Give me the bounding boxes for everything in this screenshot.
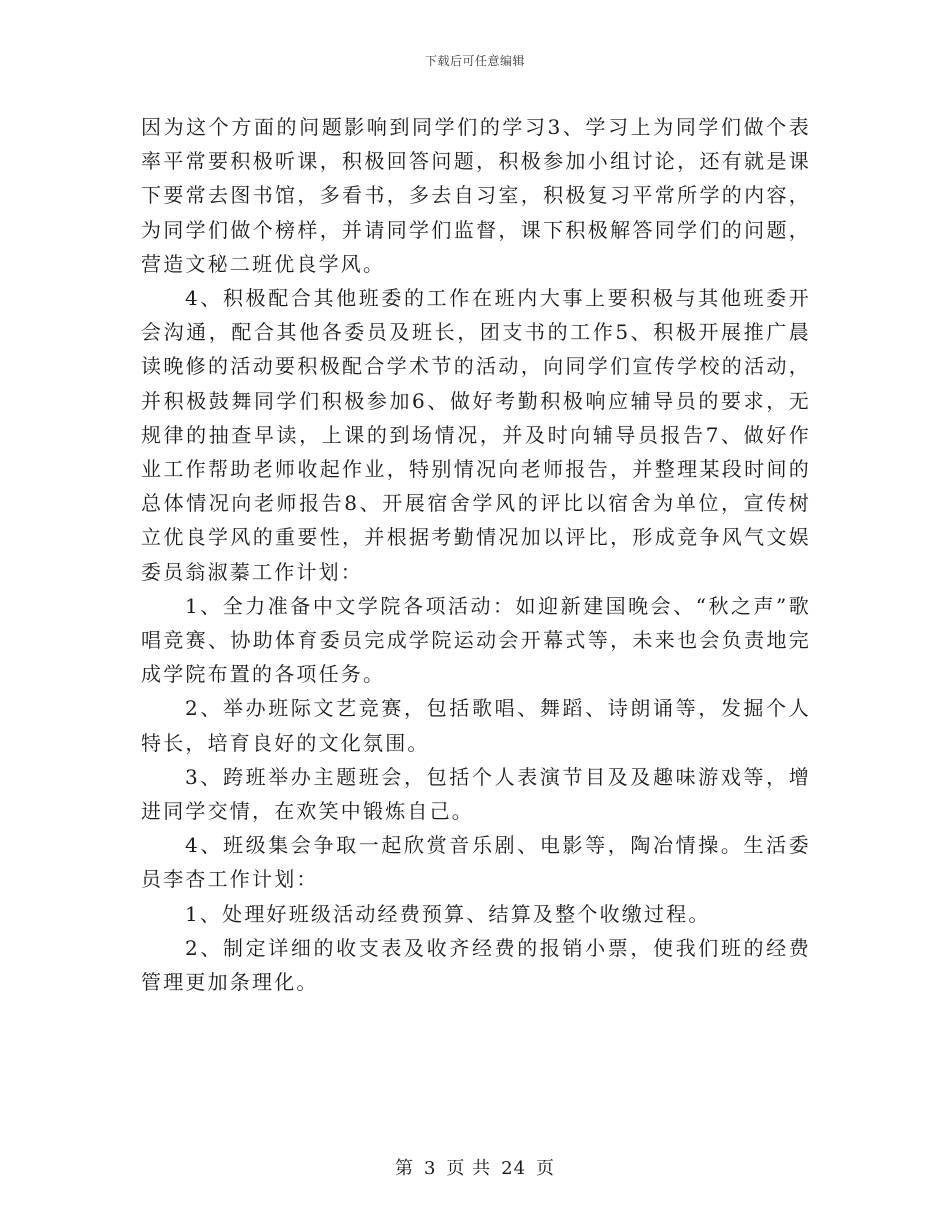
page-footer (0, 1154, 950, 1180)
paragraph-cooperation: 4、积极配合其他班委的工作在班内大事上要积极与其他班委开会沟通，配合其他各委员及班长，团支书的工作5、积极开展推广晨读晚修的活动要积极配合学术节的活动，向同学们宣传学校的活动，并积极鼓舞同学们积极参加6、做好考勤积极响应辅导员的要求，无规律的抽查早读，上课的到场情况，并及时向辅导员报告7、做好作业工作帮助老师收起作业，特别情况向老师报告，并整理某段时间的总体情况向老师报告8、开展宿舍学风的评比以宿舍为单位，宣传树立优良学风的重要性，并根据考勤情况加以评比，形成竞争风气文娱委员翁淑蓁工作计划： (141, 286, 811, 584)
paragraph-life-2: 2、制定详细的收支表及收齐经费的报销小票，使我们班的经费管理更加条理化。 (141, 935, 811, 995)
paragraph-arts-1: 1、全力准备中文学院各项活动：如迎新建国晚会、“秋之声”歌唱竞赛、协助体育委员完成学院运动会开幕式等，未来也会负责地完成学院布置的各项任务。 (141, 593, 811, 687)
footer-suffix: 页 (536, 1158, 556, 1179)
page-header: 下载后可任意编辑 (424, 54, 525, 68)
paragraph-life-1: 1、处理好班级活动经费预算、结算及整个收缴过程。 (185, 901, 711, 926)
page-number: 3 (423, 1158, 437, 1179)
footer-middle: 页 共 (446, 1158, 492, 1179)
paragraph-arts-3: 3、跨班举办主题班会，包括个人表演节目及及趣味游戏等，增进同学交情，在欢笑中锻炼自己。 (141, 764, 811, 824)
document-body (141, 110, 811, 999)
footer-prefix: 第 (394, 1158, 414, 1179)
paragraph-study-role: 因为这个方面的问题影响到同学们的学习3、学习上为同学们做个表率平常要积极听课，积极回答问题，积极参加小组讨论，还有就是课下要常去图书馆，多看书，多去自习室，积极复习平常所学的内容，为同学们做个榜样，并请同学们监督，课下积极解答同学们的问题，营造文秘二班优良学风。 (141, 115, 811, 276)
paragraph-arts-4: 4、班级集会争取一起欣赏音乐剧、电影等，陶冶情操。生活委员李杏工作计划： (141, 833, 811, 892)
paragraph-arts-2: 2、举办班际文艺竞赛，包括歌唱、舞蹈、诗朗诵等，发掘个人特长，培育良好的文化氛围。 (141, 696, 811, 755)
total-pages: 24 (501, 1158, 527, 1179)
